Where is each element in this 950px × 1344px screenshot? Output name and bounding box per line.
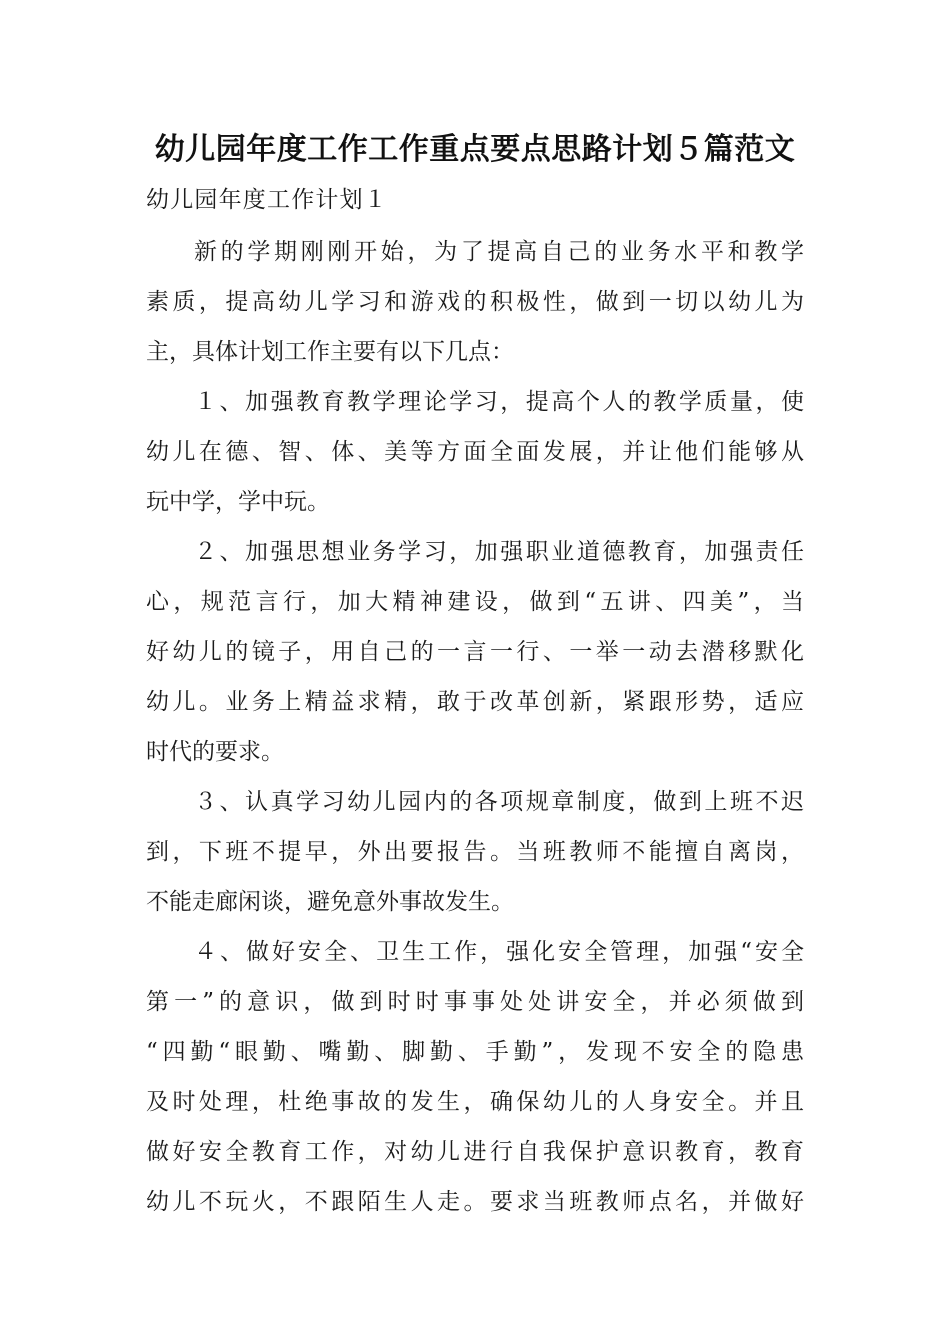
paragraph-line: “四勤“眼勤、嘴勤、脚勤、手勤”，发现不安全的隐患 xyxy=(146,1039,804,1065)
paragraph-line: ３、认真学习幼儿园内的各项规章制度，做到上班不迟 xyxy=(194,789,804,815)
paragraph-line: 素质，提高幼儿学习和游戏的积极性，做到一切以幼儿为 xyxy=(146,289,804,315)
paragraph-line: 时代的要求。 xyxy=(146,739,284,765)
paragraph-line: 第一”的意识，做到时时事事处处讲安全，并必须做到 xyxy=(146,989,804,1015)
section-heading: 幼儿园年度工作计划１ xyxy=(146,187,388,213)
paragraph-line: 及时处理，杜绝事故的发生，确保幼儿的人身安全。并且 xyxy=(146,1089,804,1115)
paragraph-line: 幼儿不玩火，不跟陌生人走。要求当班教师点名，并做好 xyxy=(146,1189,804,1215)
paragraph-line: 好幼儿的镜子，用自己的一言一行、一举一动去潜移默化 xyxy=(146,639,804,665)
paragraph-line: 心，规范言行，加大精神建设，做到“五讲、四美”，当 xyxy=(146,589,804,615)
paragraph-line: 玩中学，学中玩。 xyxy=(146,489,330,515)
paragraph-line: 不能走廊闲谈，避免意外事故发生。 xyxy=(146,889,514,915)
paragraph-line: 主，具体计划工作主要有以下几点： xyxy=(146,339,514,365)
document-title: 幼儿园年度工作工作重点要点思路计划５篇范文 xyxy=(154,132,796,167)
paragraph-line: １、加强教育教学理论学习，提高个人的教学质量，使 xyxy=(194,389,804,415)
paragraph-line: ２、加强思想业务学习，加强职业道德教育，加强责任 xyxy=(194,539,804,565)
paragraph-line: ４、做好安全、卫生工作，强化安全管理，加强“安全 xyxy=(194,939,804,965)
paragraph-line: 做好安全教育工作，对幼儿进行自我保护意识教育，教育 xyxy=(146,1139,804,1165)
paragraph-line: 幼儿。业务上精益求精，敢于改革创新，紧跟形势，适应 xyxy=(146,689,804,715)
paragraph-line: 新的学期刚刚开始，为了提高自己的业务水平和教学 xyxy=(194,239,804,265)
paragraph-line: 幼儿在德、智、体、美等方面全面发展，并让他们能够从 xyxy=(146,439,804,465)
paragraph-line: 到，下班不提早，外出要报告。当班教师不能擅自离岗， xyxy=(146,839,804,865)
